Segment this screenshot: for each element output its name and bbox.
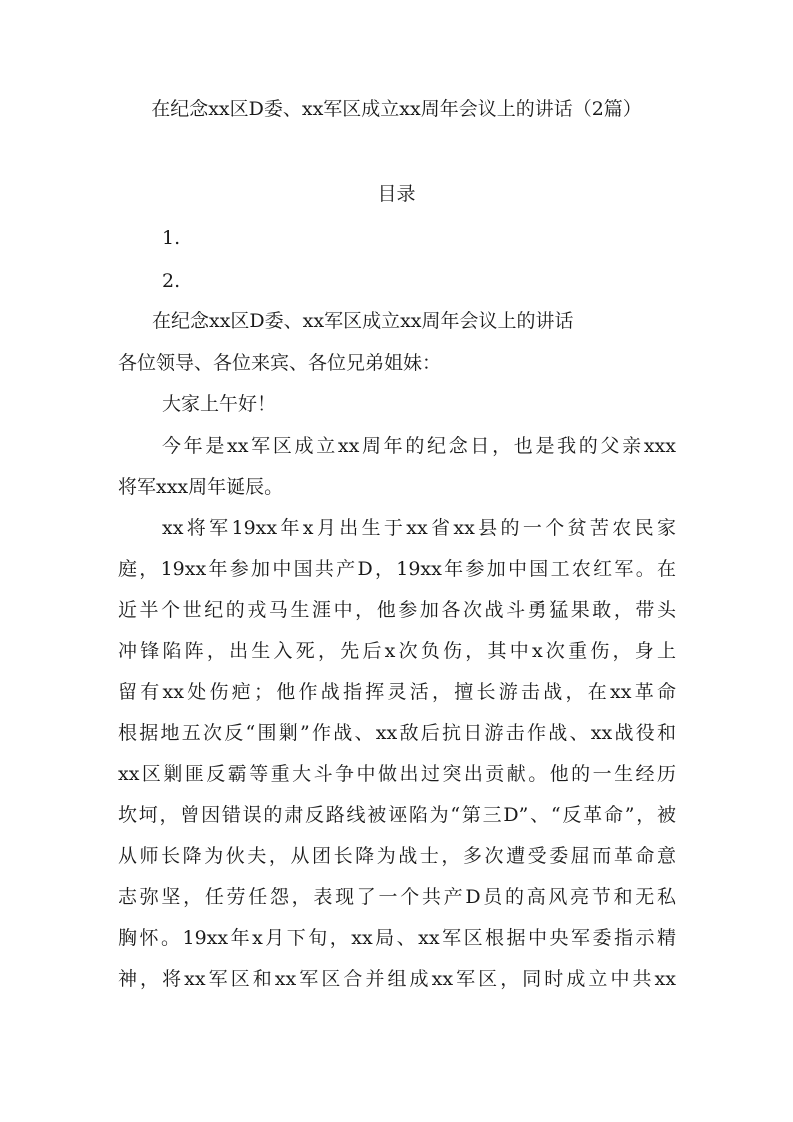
toc-heading: 目录 [377, 183, 416, 205]
paragraph-line: xx区剿匪反霸等重大斗争中做出过突出贡献。他的一生经历 [118, 763, 676, 785]
paragraph-line: 坎坷，曾因错误的肃反路线被诬陷为“第三D”、“反革命”，被 [118, 804, 676, 826]
paragraph-line: 胸怀。19xx年x月下旬，xx局、xx军区根据中央军委指示精 [118, 927, 676, 949]
salutation: 各位领导、各位来宾、各位兄弟姐妹： [118, 352, 442, 374]
paragraph-line: 根据地五次反“围剿”作战、xx敌后抗日游击作战、xx战役和 [118, 722, 676, 744]
paragraph-line: 庭，19xx年参加中国共产D，19xx年参加中国工农红军。在 [118, 558, 676, 580]
paragraph-line: 神，将xx军区和xx军区合并组成xx军区，同时成立中共xx [118, 968, 676, 990]
paragraph-line: 将军xxx周年诞辰。 [118, 476, 284, 498]
paragraph-line: 冲锋陷阵，出生入死，先后x次负伤，其中x次重伤，身上 [118, 640, 676, 662]
document-title: 在纪念xx区D委、xx军区成立xx周年会议上的讲话（2篇） [151, 98, 642, 120]
paragraph-line: 留有xx处伤疤；他作战指挥灵活，擅长游击战，在xx革命 [118, 681, 676, 703]
greeting: 大家上午好！ [162, 393, 277, 415]
paragraph-line: 近半个世纪的戎马生涯中，他参加各次战斗勇猛果敢，带头 [118, 599, 676, 621]
toc-item: 2. [162, 270, 181, 292]
toc-item: 1. [162, 227, 181, 249]
paragraph-line: 从师长降为伙夫，从团长降为战士，多次遭受委屈而革命意 [118, 845, 676, 867]
paragraph-line: 志弥坚，任劳任怨，表现了一个共产D员的高风亮节和无私 [118, 886, 676, 908]
paragraph-line: xx将军19xx年x月出生于xx省xx县的一个贫苦农民家 [162, 517, 676, 539]
paragraph-line: 今年是xx军区成立xx周年的纪念日，也是我的父亲xxx [162, 435, 676, 457]
speech-title: 在纪念xx区D委、xx军区成立xx周年会议上的讲话 [152, 310, 574, 332]
